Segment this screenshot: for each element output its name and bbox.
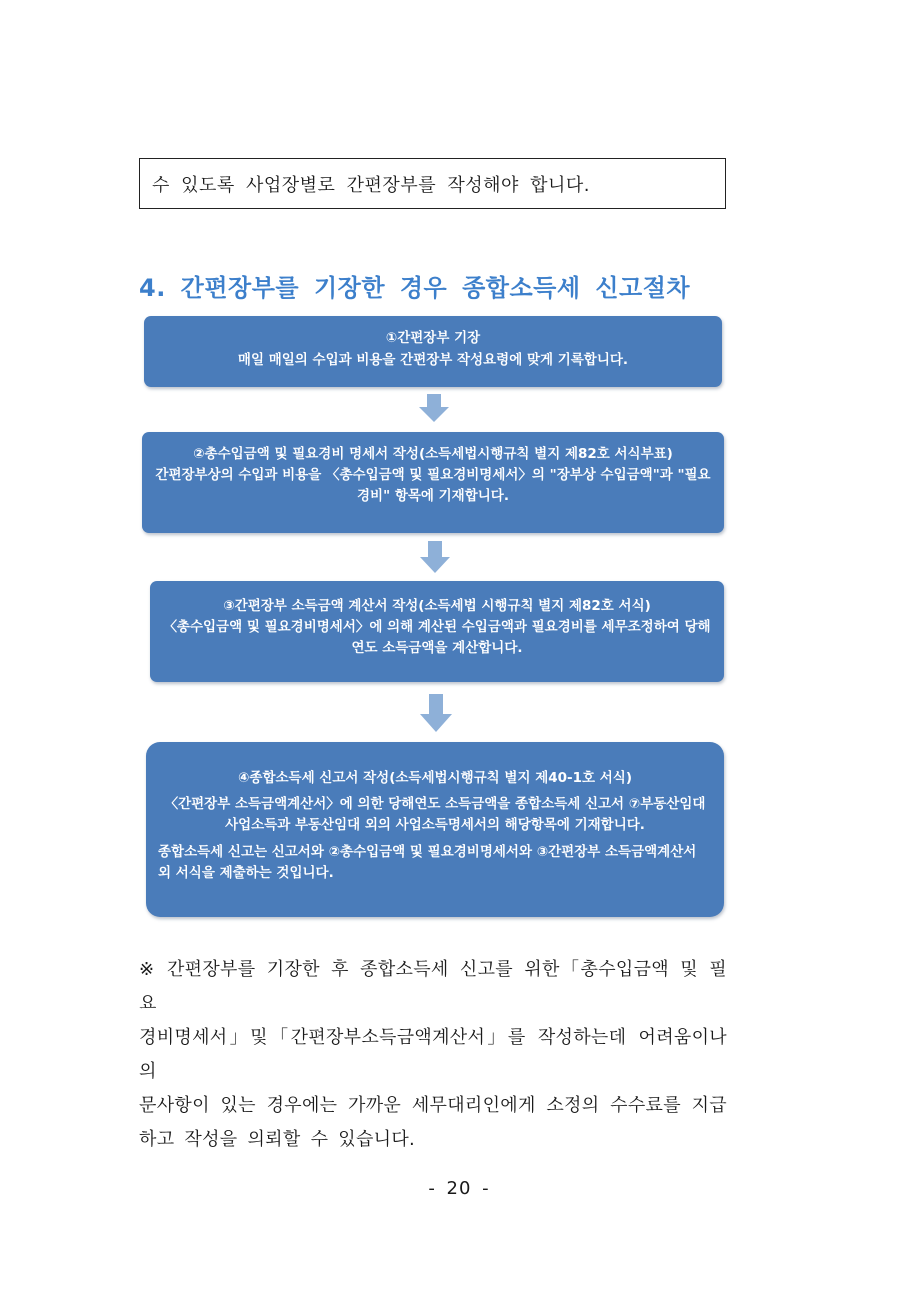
step-2-box <box>142 432 724 533</box>
note-text: 수 있도록 사업장별로 간편장부를 작성해야 합니다. <box>152 174 590 196</box>
step-4-extra-text: 종합소득세 신고는 신고서와 ②총수입금액 및 필요경비명세서와 ③간편장부 소득금액계산서 외 서식을 제출하는 것입니다. <box>158 844 697 881</box>
page-number: - 20 - <box>428 1178 490 1199</box>
step-3-title: ③간편장부 소득금액 계산서 작성(소득세법 시행규칙 별지 제82호 서식) <box>223 598 651 614</box>
step-4-title: ④종합소득세 신고서 작성(소득세법시행규칙 별지 제40-1호 서식) <box>237 770 633 786</box>
down-arrow-icon <box>419 394 449 422</box>
footnote-line: 문사항이 있는 경우에는 가까운 세무대리인에게 소정의 수수료를 지급 <box>139 1095 727 1116</box>
footnote <box>139 953 727 1157</box>
step-1-title: ①간편장부 기장 <box>385 330 481 346</box>
step-1-box <box>144 316 722 387</box>
footnote-line: ※ 간편장부를 기장한 후 종합소득세 신고를 위한「총수입금액 및 필요 <box>139 959 727 1014</box>
step-4-text: 〈간편장부 소득금액계산서〉에 의한 당해연도 소득금액을 종합소득세 신고서 ⑦부동산임대 사업소득과 부동산임대 외의 사업소득명세서의 해당항목에 기재합니다. <box>164 796 706 833</box>
step-2-title: ②총수입금액 및 필요경비 명세서 작성(소득세법시행규칙 별지 제82호 서식부표) <box>193 446 673 462</box>
section-heading: 4. 간편장부를 기장한 경우 종합소득세 신고절차 <box>139 274 691 302</box>
step-3-box <box>150 581 724 682</box>
footnote-line: 하고 작성을 의뢰할 수 있습니다. <box>139 1129 416 1150</box>
down-arrow-icon <box>420 694 450 722</box>
footnote-line: 경비명세서」및「간편장부소득금액계산서」를 작성하는데 어려움이나 의 <box>139 1027 727 1082</box>
step-3-text: 〈총수입금액 및 필요경비명세서〉에 의해 계산된 수입금액과 필요경비를 세무조정하여 당해연도 소득금액을 계산합니다. <box>163 619 711 656</box>
down-arrow-icon <box>420 541 450 569</box>
step-4-box <box>146 742 724 917</box>
step-1-text: 매일 매일의 수입과 비용을 간편장부 작성요령에 맞게 기록합니다. <box>237 352 629 368</box>
continued-note-box <box>139 158 726 209</box>
step-2-text: 간편장부상의 수입과 비용을 〈총수입금액 및 필요경비명세서〉의 "장부상 수입금액"과 "필요경비" 항목에 기재합니다. <box>155 467 711 504</box>
